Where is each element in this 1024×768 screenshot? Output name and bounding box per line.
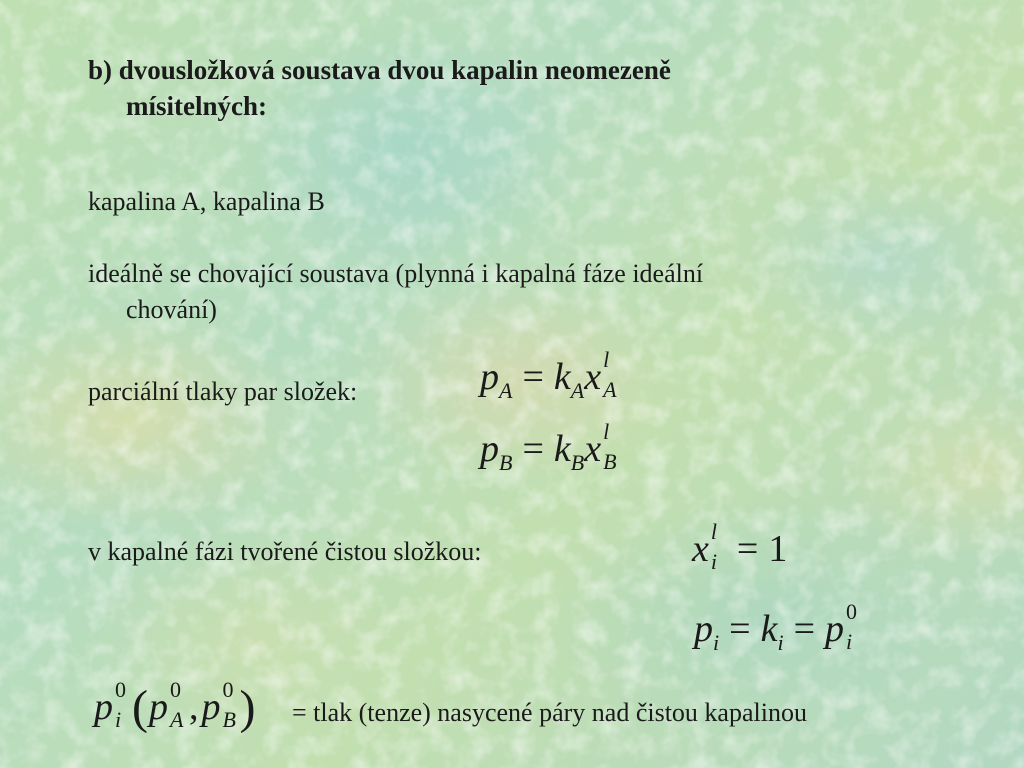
saturated-pressure-definition: = tlak (tenze) nasycené páry nad čistou kapalinou — [292, 698, 807, 727]
slide-heading — [88, 52, 671, 124]
ideal-line-1: ideálně se chovající soustava (plynná i kapalná fáze ideální — [88, 259, 704, 288]
heading-line-2: mísitelných: — [126, 91, 267, 121]
equation-pa: $p_A = k_Ax$ l A — [480, 347, 617, 403]
equation-xi: x l i = 1 — [692, 519, 788, 574]
liquids-line: kapalina A, kapalina B — [88, 187, 325, 216]
equation-saturated-pressure: p 0 i (p 0 A ,p 0 B ) — [94, 677, 256, 734]
pure-component-label: v kapalné fázi tvořené čistou složkou: — [88, 537, 482, 566]
ideal-line-2: chování) — [126, 295, 217, 324]
ideal-system-text — [88, 256, 703, 328]
heading-line-1: b) dvousložková soustava dvou kapalin neomezeně — [88, 55, 671, 85]
equation-pi: $p_i = k_i = p$ 0 i — [694, 599, 857, 655]
partial-pressures-label: parciální tlaky par složek: — [88, 377, 358, 406]
equation-pb: $p_B = k_Bx$ l B — [480, 419, 617, 475]
